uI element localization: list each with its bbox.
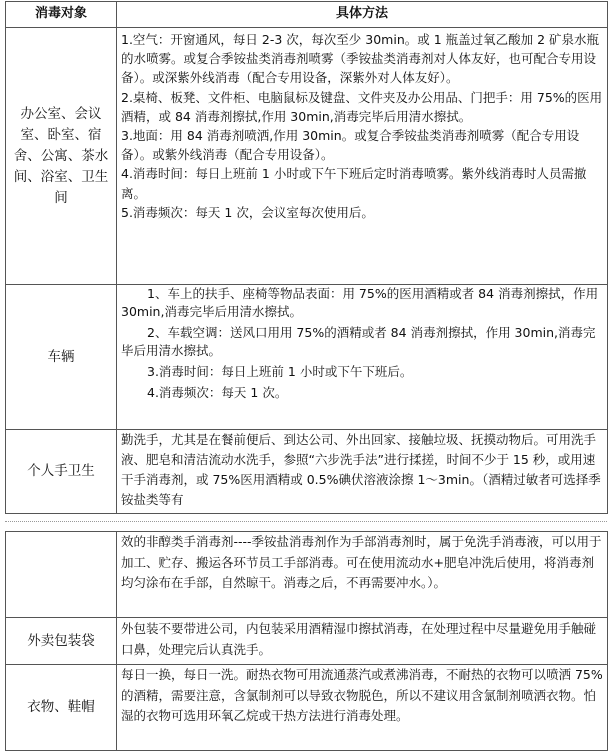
object-cell-office: 办公室、会议室、卧室、宿舍、公寓、茶水间、浴室、卫生间 [6, 28, 117, 285]
table-row [6, 430, 608, 514]
method-cell-clothing: 每日一换，每日一洗。耐热衣物可用流通蒸汽或煮沸消毒，不耐热的衣物可以喷洒 75%的酒精，需要注意，含氯制剂可以导致衣物脱色，所以不建议用含氯制剂喷洒衣物。怕湿的衣物可选用环氧乙烷或干热方法进行消毒处理。 [117, 665, 608, 751]
table-row [6, 618, 608, 665]
header-object: 消毒对象 [6, 2, 117, 28]
object-cell-clothing: 衣物、鞋帽 [6, 665, 117, 751]
disinfection-table [5, 1, 608, 514]
table-row [6, 665, 608, 751]
method-line: 4.消毒频次：每天 1 次。 [147, 385, 288, 400]
method-cell-office [117, 28, 608, 285]
method-line: 5.消毒频次：每天 1 次，会议室每次使用后。 [121, 204, 374, 220]
table-row [6, 28, 608, 285]
disinfection-table-continued [5, 531, 608, 751]
object-cell-vehicle: 车辆 [6, 285, 117, 430]
method-line: 1.空气：开窗通风，每日 2-3 次，每次至少 30min。或 1 瓶盖过氧乙酸加 2 矿泉水瓶的水喷雾。或复合季铵盐类消毒剂喷雾（季铵盐类消毒剂对人体友好，也可配合专用设备）。或深紫外线消毒（配合专用设备，深紫外对人体友好）。 [121, 32, 600, 86]
method-line: 3.消毒时间：每日上班前 1 小时或下午下班后。 [147, 364, 413, 379]
header-method: 具体方法 [117, 2, 608, 28]
method-cell-continued: 效的非醇类手消毒剂----季铵盐消毒剂作为手部消毒剂时，属于免洗手消毒液，可以用于加工、贮存、搬运各环节员工手部消毒。可在使用流动水+肥皂冲洗后使用，将消毒剂均匀涂布在手部，自然晾干。消毒之后，不再需要冲水。）。 [117, 532, 608, 618]
method-line: 4.消毒时间：每日上班前 1 小时或下午下班后定时消毒喷雾。紫外线消毒时人员需撤离。 [121, 166, 587, 201]
table-row [6, 532, 608, 618]
method-cell-delivery: 外包装不要带进公司，内包装采用酒精湿巾擦拭消毒，在处理过程中尽量避免用手触碰口鼻，处理完后认真洗手。 [117, 618, 608, 665]
method-cell-vehicle [117, 285, 608, 430]
method-line: 3.地面：用 84 消毒剂喷洒,作用 30min。或复合季铵盐类消毒剂喷雾（配合专用设备）。或紫外线消毒（配合专用设备）。 [121, 128, 580, 163]
object-cell-continued [6, 532, 117, 618]
page-break [5, 514, 607, 522]
method-cell-hand-hygiene: 勤洗手，尤其是在餐前便后、到达公司、外出回家、接触垃圾、抚摸动物后。可用洗手液、肥皂和清洁流动水洗手，参照“六步洗手法”进行揉搓，时间不少于 15 秒，或用速干手消毒剂，或 75%医用酒精或 0.5%碘伏溶液涂擦 1～3min。（酒精过敏者可选择季铵盐类等有 [117, 430, 608, 514]
object-cell-hand-hygiene: 个人手卫生 [6, 430, 117, 514]
object-cell-delivery: 外卖包装袋 [6, 618, 117, 665]
method-line: 2.桌椅、板凳、文件柜、电脑鼠标及键盘、文件夹及办公用品、门把手：用 75%的医用酒精，或 84 消毒剂擦拭,作用 30min,消毒完毕后用清水擦拭。 [121, 89, 603, 124]
table-row [6, 285, 608, 430]
table-header-row [6, 2, 608, 28]
method-line: 1、车上的扶手、座椅等物品表面：用 75%的医用酒精或者 84 消毒剂擦拭，作用 30min,消毒完毕后用清水擦拭。 [121, 286, 599, 319]
method-line: 2、车载空调：送风口用用 75%的酒精或者 84 消毒剂擦拭，作用 30min,消毒完毕后用清水擦拭。 [121, 325, 596, 358]
